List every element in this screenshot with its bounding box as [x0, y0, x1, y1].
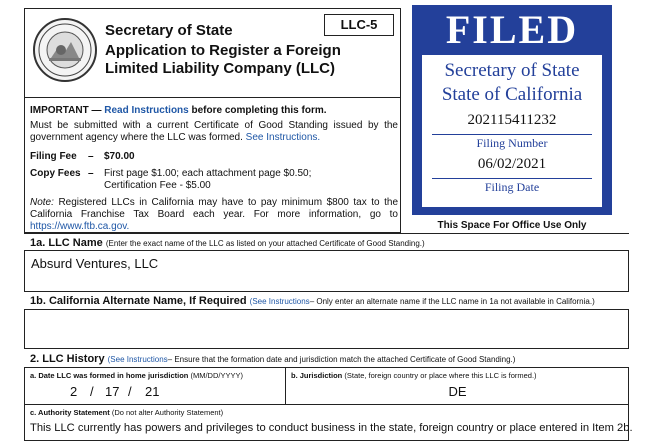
jurisdiction-field[interactable] [286, 384, 629, 399]
note-text: Registered LLCs in California may have to pay minimum $800 tax to the California Franchise Tax Board each year. For more information, go to [30, 197, 399, 220]
copy-fees-line1: First page $1.00; each attachment page $0.50; [104, 168, 312, 179]
llc-name-field[interactable] [24, 250, 629, 292]
authority-header [30, 408, 223, 417]
ftb-link[interactable]: https://www.ftb.ca.gov. [30, 221, 130, 232]
filing-number-rule [432, 134, 592, 135]
jurisdiction-hint: (State, foreign country or place where this LLC is formed.) [344, 371, 537, 380]
section-1b-link[interactable]: (See Instructions [249, 297, 310, 306]
copy-fees-line2: Certification Fee - $5.00 [104, 180, 211, 191]
filing-fee-value: $70.00 [104, 151, 135, 162]
formed-year: 21 [145, 384, 160, 399]
copy-fees-dash: – [88, 168, 94, 179]
section-1a-label: 1a. LLC Name [30, 237, 103, 249]
header-divider [24, 97, 401, 98]
jurisdiction-label: b. Jurisdiction [291, 371, 343, 380]
section-2-hint: – Ensure that the formation date and jurisdiction match the attached Certificate of Good Standing.) [167, 355, 516, 364]
filed-word: FILED [445, 7, 579, 52]
form-title: Application to Register a Foreign Limited Liability Company (LLC) [105, 42, 341, 77]
read-instructions-link[interactable]: Read Instructions [104, 105, 189, 116]
filing-fee-label: Filing Fee [30, 151, 77, 162]
important-line [30, 105, 398, 116]
filing-fee-dash: – [88, 151, 94, 162]
state-seal-icon [33, 18, 97, 82]
good-standing-text: Must be submitted with a current Certificate of Good Standing issued by the government agency where the LLC was formed. [30, 120, 398, 143]
llc-name-value: Absurd Ventures, LLC [31, 256, 159, 271]
filing-date-label: Filing Date [484, 180, 540, 194]
section-2-header [30, 353, 630, 365]
filing-number: 202115411232 [467, 112, 557, 128]
section-1a-header [30, 237, 630, 249]
section-1b-hint: – Only enter an alternate name if the LLC name in 1a not available in California.) [309, 297, 595, 306]
stamp-office2: State of California [441, 84, 583, 105]
agency-title: Secretary of State [105, 22, 233, 39]
formed-date-hint: (MM/DD/YYYY) [190, 371, 243, 380]
form-number-badge: LLC-5 [324, 14, 394, 36]
filing-date: 06/02/2021 [477, 156, 547, 172]
authority-hint: (Do not alter Authority Statement) [111, 408, 224, 417]
good-standing-note [30, 120, 398, 144]
authority-label: c. Authority Statement [30, 408, 110, 417]
office-use-caption: This Space For Office Use Only [437, 220, 587, 231]
filing-number-label: Filing Number [476, 136, 548, 150]
date-slash-2: / [128, 384, 132, 399]
alternate-name-field[interactable] [24, 309, 629, 349]
filing-date-rule [432, 178, 592, 179]
tax-note [30, 197, 398, 233]
section-2-label: 2. LLC History [30, 353, 105, 365]
jurisdiction-header [291, 371, 537, 380]
important-rest: before completing this form. [191, 105, 327, 116]
formed-day: 17 [105, 384, 120, 399]
formed-date-label: a. Date LLC was formed in home jurisdiction [30, 371, 189, 380]
authority-statement: This LLC currently has powers and privileges to conduct business in the state, foreign country or place entered in Item 2b. [30, 422, 633, 434]
date-slash-1: / [90, 384, 94, 399]
see-instructions-link[interactable]: See Instructions. [245, 132, 321, 143]
section-divider [24, 233, 629, 234]
section-2-link[interactable]: (See Instructions [107, 355, 168, 364]
copy-fees-label: Copy Fees [30, 168, 81, 179]
formed-date-header [30, 371, 243, 380]
seal-graphic [35, 20, 95, 80]
jurisdiction-value: DE [448, 384, 467, 399]
section-1b-header [30, 295, 630, 307]
note-prefix: Note: [30, 197, 54, 208]
section-1a-hint: (Enter the exact name of the LLC as listed on your attached Certificate of Good Standing.) [105, 239, 425, 248]
history-row-divider [24, 404, 629, 405]
stamp-office1: Secretary of State [444, 60, 580, 81]
important-label: IMPORTANT — [30, 105, 102, 116]
formed-month: 2 [70, 384, 78, 399]
section-1b-label: 1b. California Alternate Name, If Required [30, 295, 247, 307]
